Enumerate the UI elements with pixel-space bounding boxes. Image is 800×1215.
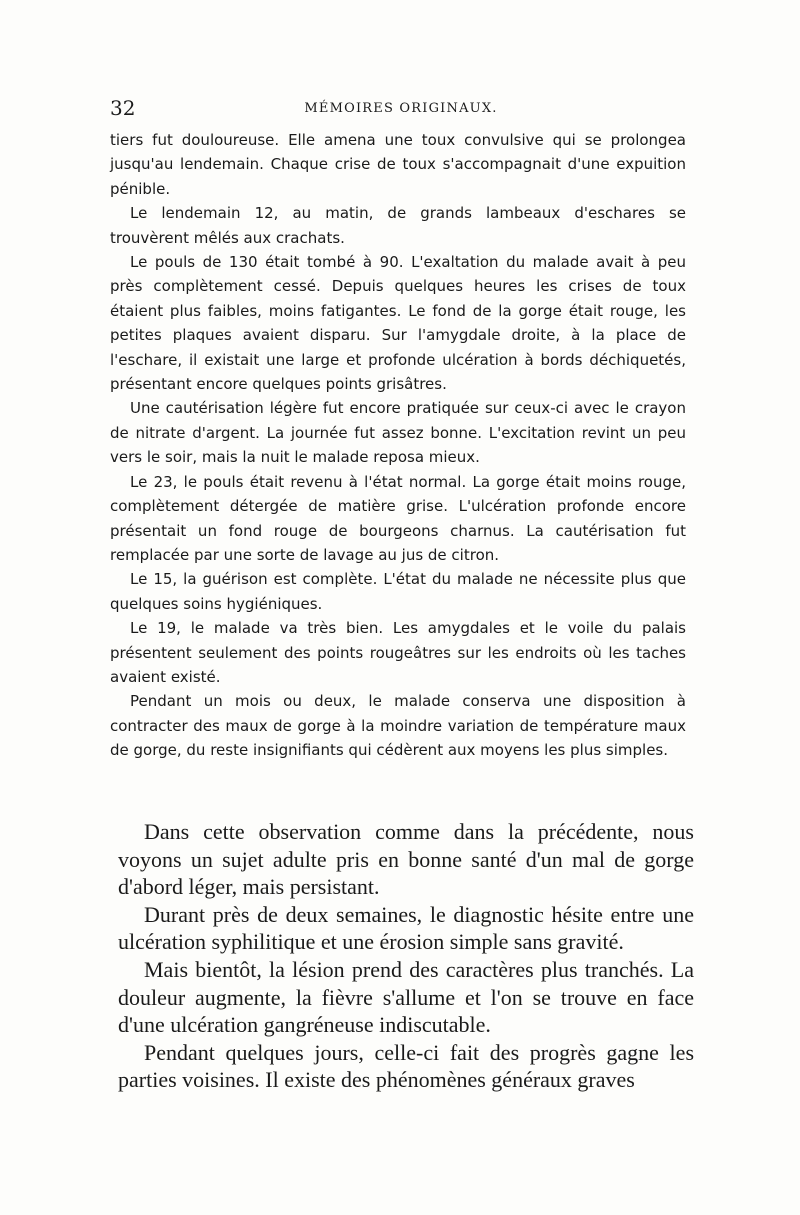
page-number: 32 [110, 96, 136, 120]
paragraph: Mais bientôt, la lésion prend des caractères plus tranchés. La douleur augmente, la fièvre s'allume et l'on se trouve en face d'une ulcération gangréneuse indiscutable. [118, 956, 694, 1038]
paragraph: tiers fut douloureuse. Elle amena une toux convulsive qui se prolongea jusqu'au lendemain. Chaque crise de toux s'accompagnait d'une expuition pénible. [110, 131, 686, 198]
page-header [110, 96, 692, 120]
running-title: MÉMOIRES ORIGINAUX. [304, 101, 498, 116]
commentary-text [118, 818, 694, 1094]
paragraph: Le 19, le malade va très bien. Les amygdales et le voile du palais présentent seulement des points rougeâtres sur les endroits où les taches avaient existé. [110, 619, 686, 686]
paragraph: Pendant quelques jours, celle-ci fait des progrès gagne les parties voisines. Il existe des phénomènes généraux graves [118, 1039, 694, 1093]
paragraph: Le 23, le pouls était revenu à l'état normal. La gorge était moins rouge, complètement détergée de matière grise. L'ulcération profonde encore présentait un fond rouge de bourgeons charnus. La cautérisation fut remplacée par une sorte de lavage au jus de citron. [110, 472, 686, 564]
paragraph: Le 15, la guérison est complète. L'état du malade ne nécessite plus que quelques soins hygiéniques. [110, 570, 686, 613]
paragraph: Le pouls de 130 était tombé à 90. L'exaltation du malade avait à peu près complètement cessé. Depuis quelques heures les crises de toux étaient plus faibles, moins fatigantes. Le fond de la gorge était rouge, les petites plaques avaient disparu. Sur l'amygdale droite, à la place de l'eschare, il existait une large et profonde ulcération à bords déchiquetés, présentant encore quelques points grisâtres. [110, 253, 686, 394]
paragraph: Durant près de deux semaines, le diagnostic hésite entre une ulcération syphilitique et une érosion simple sans gravité. [118, 901, 694, 955]
paragraph: Pendant un mois ou deux, le malade conserva une disposition à contracter des maux de gorge à la moindre variation de température maux de gorge, du reste insignifiants qui cédèrent aux moyens les plus simples. [110, 692, 686, 760]
paragraph: Dans cette observation comme dans la précédente, nous voyons un sujet adulte pris en bonne santé d'un mal de gorge d'abord léger, mais persistant. [118, 819, 694, 900]
case-report-text [110, 128, 686, 763]
paragraph: Le lendemain 12, au matin, de grands lambeaux d'eschares se trouvèrent mêlés aux crachats. [110, 204, 686, 247]
paragraph: Une cautérisation légère fut encore pratiquée sur ceux-ci avec le crayon de nitrate d'argent. La journée fut assez bonne. L'excitation revint un peu vers le soir, mais la nuit le malade reposa mieux. [110, 399, 686, 467]
